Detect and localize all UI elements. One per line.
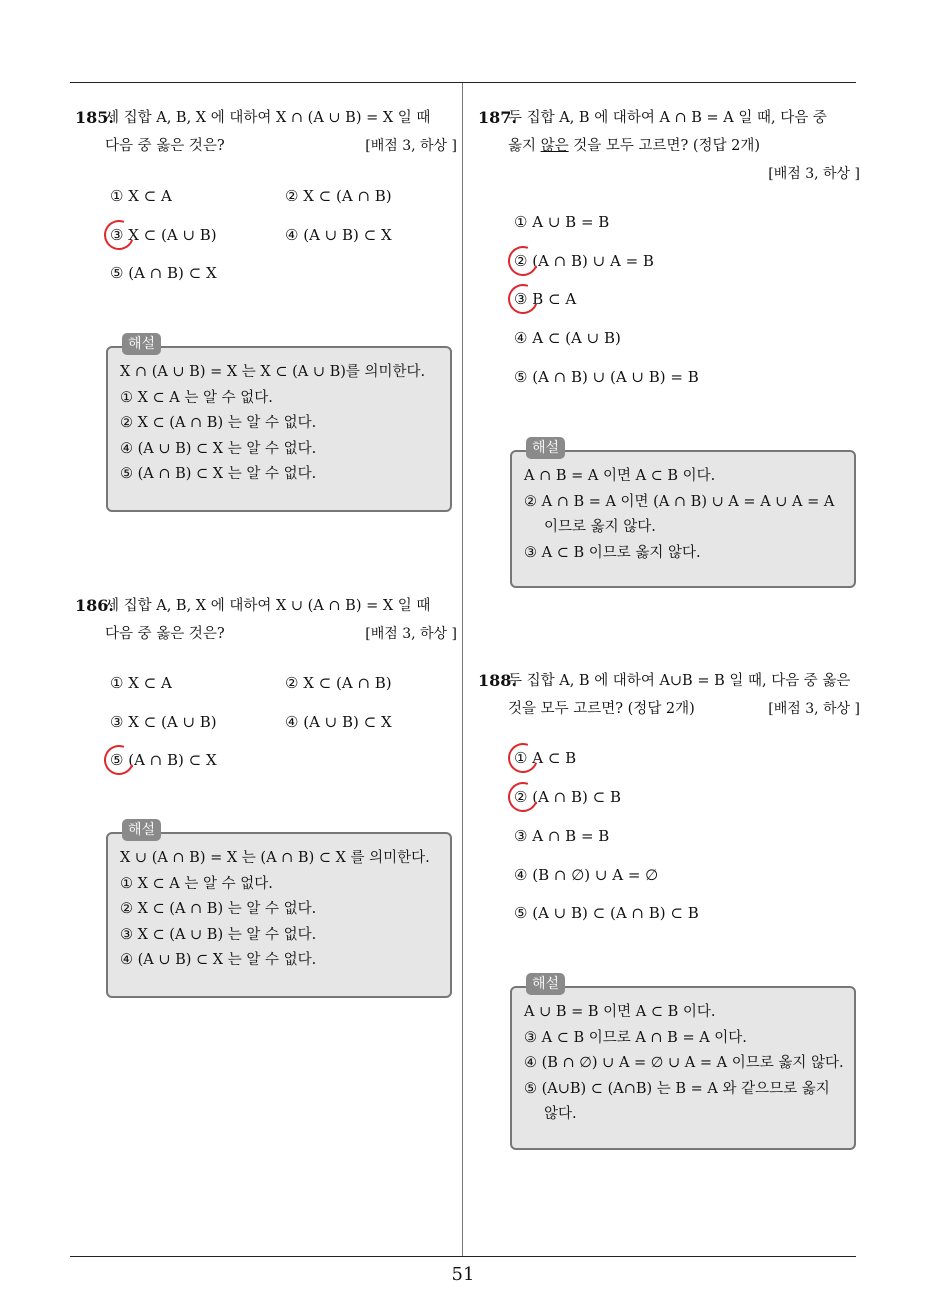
solution-line: A ∩ B = A 이면 A ⊂ B 이다. xyxy=(524,468,716,484)
solution-line: ⑤ (A∪B) ⊂ (A∩B) 는 B = A 와 같으므로 옳지 xyxy=(524,1080,830,1097)
score-meta: [배점 3, 하상 ] xyxy=(768,701,860,717)
choice-2[interactable]: ② X ⊂ (A ∩ B) xyxy=(285,674,392,692)
choice-2[interactable]: ② (A ∩ B) ⊂ B xyxy=(514,786,621,808)
score-meta: [배점 3, 하상 ] xyxy=(365,138,457,154)
page-number: 51 xyxy=(451,1264,475,1285)
problem-185 xyxy=(75,104,457,160)
question-text: 세 집합 A, B, X 에 대하여 X ∩ (A ∪ B) = X 일 때 xyxy=(105,110,431,126)
question-line-2 xyxy=(478,695,860,723)
solution-line: ③ A ⊂ B 이므로 옳지 않다. xyxy=(524,544,701,561)
red-circle-mark xyxy=(99,740,139,780)
choice-4[interactable]: ④ (B ∩ ∅) ∪ A = ∅ xyxy=(514,866,659,884)
solution-line: ③ X ⊂ (A ∪ B) 는 알 수 없다. xyxy=(120,926,317,943)
score-meta: [배점 3, 하상 ] xyxy=(365,626,457,642)
question-line-1 xyxy=(75,104,457,132)
choice-5[interactable]: ⑤ (A ∩ B) ∪ (A ∪ B) = B xyxy=(514,368,699,386)
choice-1[interactable]: ① A ∪ B = B xyxy=(514,213,610,231)
question-line-2 xyxy=(75,132,457,160)
solution-line: ④ (A ∪ B) ⊂ X 는 알 수 없다. xyxy=(120,952,317,968)
question-line-1 xyxy=(75,592,457,620)
bottom-rule xyxy=(70,1256,856,1257)
choice-1[interactable]: ① X ⊂ A xyxy=(110,674,172,692)
choice-3[interactable]: ③ B ⊂ A xyxy=(514,288,576,310)
choice-2[interactable]: ② (A ∩ B) ∪ A = B xyxy=(514,250,654,272)
solution-line: ② A ∩ B = A 이면 (A ∩ B) ∪ A = A ∪ A = A xyxy=(524,493,835,510)
solution-line: ④ (A ∪ B) ⊂ X 는 알 수 없다. xyxy=(120,440,317,457)
solution-line: ⑤ (A ∩ B) ⊂ X 는 알 수 없다. xyxy=(120,466,317,482)
solution-tag: 해설 xyxy=(122,819,161,841)
problem-number: 188. xyxy=(478,671,517,690)
score-meta: [배점 3, 하상 ] xyxy=(768,166,860,182)
solution-line: ④ (B ∩ ∅) ∪ A = ∅ ∪ A = A 이므로 옳지 않다. xyxy=(524,1055,844,1071)
solution-tag: 해설 xyxy=(526,437,565,459)
red-circle-mark xyxy=(503,241,543,281)
red-circle-mark xyxy=(503,279,543,319)
question-line-2 xyxy=(75,620,457,648)
solution-tag: 해설 xyxy=(122,333,161,355)
question-text: 다음 중 옳은 것은? xyxy=(105,138,225,154)
problem-number: 186. xyxy=(75,596,114,615)
question-text: 것을 모두 고르면? (정답 2개) xyxy=(508,701,695,717)
problem-number: 185. xyxy=(75,108,114,127)
column-divider xyxy=(462,83,463,1256)
underlined-word: 않은 xyxy=(540,138,569,154)
choice-5[interactable]: ⑤ (A ∪ B) ⊂ (A ∩ B) ⊂ B xyxy=(514,904,699,922)
choice-3[interactable]: ③ A ∩ B = B xyxy=(514,827,610,845)
question-text: 두 집합 A, B 에 대하여 A ∩ B = A 일 때, 다음 중 xyxy=(508,110,827,126)
solution-line: ① X ⊂ A 는 알 수 없다. xyxy=(120,875,273,892)
solution-line: 이므로 옳지 않다. xyxy=(544,519,656,535)
solution-line: X ∩ (A ∪ B) = X 는 X ⊂ (A ∪ B)를 의미한다. xyxy=(120,364,426,380)
choice-4[interactable]: ④ A ⊂ (A ∪ B) xyxy=(514,329,621,347)
solution-box-186 xyxy=(106,822,452,998)
choice-3[interactable]: ③ X ⊂ (A ∪ B) xyxy=(110,713,217,731)
red-circle-mark xyxy=(503,777,543,817)
choice-4[interactable]: ④ (A ∪ B) ⊂ X xyxy=(285,713,392,731)
solution-line: ② X ⊂ (A ∩ B) 는 알 수 없다. xyxy=(120,901,317,917)
choice-4[interactable]: ④ (A ∪ B) ⊂ X xyxy=(285,226,392,244)
solution-box-187 xyxy=(510,440,856,588)
choice-5[interactable]: ⑤ (A ∩ B) ⊂ X xyxy=(110,264,217,282)
choice-2[interactable]: ② X ⊂ (A ∩ B) xyxy=(285,187,392,205)
solution-line: 않다. xyxy=(544,1106,577,1122)
solution-line: ③ A ⊂ B 이므로 A ∩ B = A 이다. xyxy=(524,1029,747,1046)
choice-3[interactable]: ③ X ⊂ (A ∪ B) xyxy=(110,224,217,246)
solution-line: X ∪ (A ∩ B) = X 는 (A ∩ B) ⊂ X 를 의미한다. xyxy=(120,850,430,866)
question-text: 다음 중 옳은 것은? xyxy=(105,626,225,642)
choice-5[interactable]: ⑤ (A ∩ B) ⊂ X xyxy=(110,749,217,771)
solution-box-185 xyxy=(106,336,452,512)
question-text: 두 집합 A, B 에 대하여 A∪B = B 일 때, 다음 중 옳은 xyxy=(508,673,851,689)
question-line-1 xyxy=(478,667,860,695)
solution-line: ② X ⊂ (A ∩ B) 는 알 수 없다. xyxy=(120,415,317,431)
solution-line: A ∪ B = B 이면 A ⊂ B 이다. xyxy=(524,1004,716,1020)
top-rule xyxy=(70,82,856,83)
question-text: 세 집합 A, B, X 에 대하여 X ∪ (A ∩ B) = X 일 때 xyxy=(105,598,431,614)
red-circle-mark xyxy=(503,738,543,778)
solution-tag: 해설 xyxy=(526,973,565,995)
problem-186 xyxy=(75,592,457,648)
red-circle-mark xyxy=(99,215,139,255)
question-line-2: 옳지 않은 것을 모두 고르면? (정답 2개) xyxy=(508,138,761,154)
question-line-1 xyxy=(478,104,860,132)
problem-187 xyxy=(478,104,860,188)
solution-line: ① X ⊂ A 는 알 수 없다. xyxy=(120,389,273,406)
solution-box-188 xyxy=(510,976,856,1150)
choice-1[interactable]: ① X ⊂ A xyxy=(110,187,172,205)
problem-number: 187. xyxy=(478,108,517,127)
problem-188 xyxy=(478,667,860,723)
choice-1[interactable]: ① A ⊂ B xyxy=(514,747,576,769)
